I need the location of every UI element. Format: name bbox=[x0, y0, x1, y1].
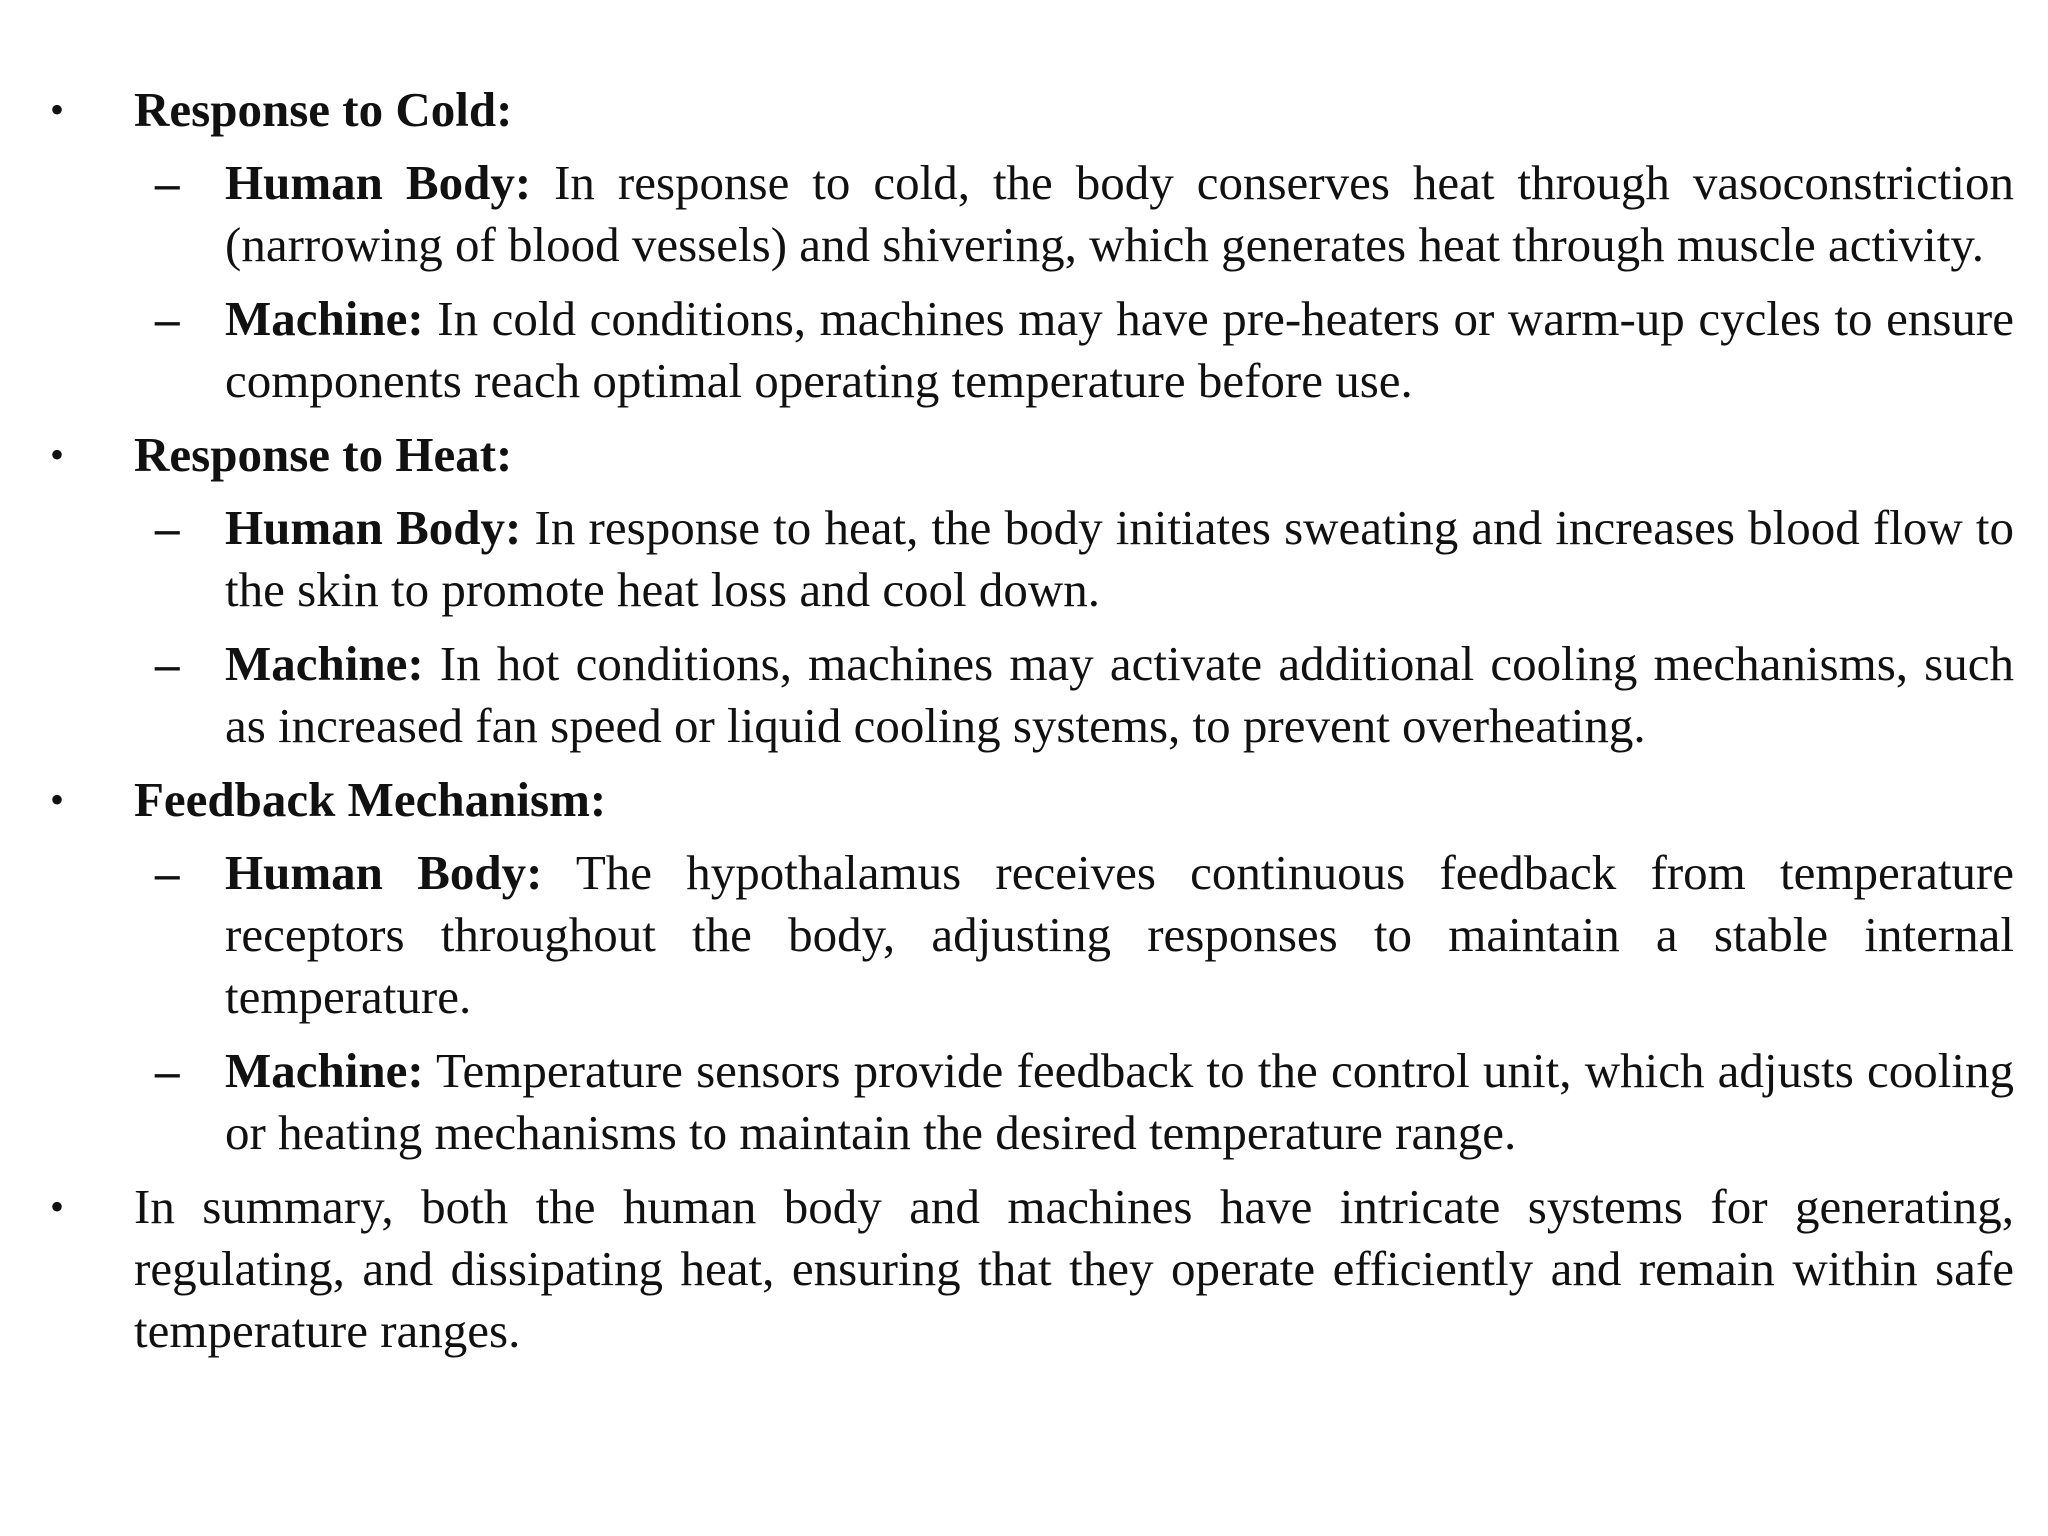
sub-bullet-label: Machine: bbox=[225, 1043, 424, 1098]
dash-marker: – bbox=[155, 155, 180, 210]
sub-bullet-label: Human Body: bbox=[225, 845, 543, 900]
bullet-summary bbox=[0, 1176, 2014, 1362]
sub-bullet-feedback-human-body bbox=[0, 842, 2014, 1028]
section-heading-cold: Response to Cold: bbox=[134, 82, 513, 137]
summary-text: In summary, both the human body and machines have intricate systems for generating, regulating, and dissipating heat, ensuring that they operate efficiently and remain within safe temperature ranges. bbox=[134, 1179, 2014, 1358]
sub-bullet-text: In response to heat, the body initiates sweating and increases blood flow to the skin to promote heat loss and cool down. bbox=[225, 500, 2015, 617]
section-heading-heat: Response to Heat: bbox=[134, 427, 513, 482]
sub-bullet-label: Machine: bbox=[225, 636, 424, 691]
sub-bullet-label: Human Body: bbox=[225, 155, 532, 210]
sub-bullet-text: In hot conditions, machines may activate additional cooling mechanisms, such as increased fan speed or liquid cooling systems, to prevent overheating. bbox=[225, 636, 2014, 753]
bullet-marker: • bbox=[50, 777, 65, 822]
dash-marker: – bbox=[155, 291, 180, 346]
bullet-response-to-heat bbox=[0, 424, 2014, 486]
sub-bullet-cold-machine bbox=[0, 288, 2014, 412]
dash-marker: – bbox=[155, 1043, 180, 1098]
sub-bullet-text: In response to cold, the body conserves heat through vasoconstriction (narrowing of blood vessels) and shivering, which generates heat through muscle activity. bbox=[225, 155, 2015, 272]
dash-marker: – bbox=[155, 845, 180, 900]
dash-marker: – bbox=[155, 636, 180, 691]
bullet-marker: • bbox=[50, 1184, 65, 1229]
dash-marker: – bbox=[155, 500, 180, 555]
bullet-feedback-mechanism bbox=[0, 769, 2014, 831]
sub-bullet-label: Human Body: bbox=[225, 500, 522, 555]
sub-bullet-heat-human-body bbox=[0, 497, 2014, 621]
bullet-response-to-cold bbox=[0, 79, 2014, 141]
sub-bullet-text: In cold conditions, machines may have pre-heaters or warm-up cycles to ensure components reach optimal operating temperature before use. bbox=[225, 291, 2014, 408]
sub-bullet-cold-human-body bbox=[0, 152, 2014, 276]
sub-bullet-label: Machine: bbox=[225, 291, 424, 346]
sub-bullet-heat-machine bbox=[0, 633, 2014, 757]
sub-bullet-feedback-machine bbox=[0, 1040, 2014, 1164]
bullet-marker: • bbox=[50, 87, 65, 132]
sub-bullet-text: The hypothalamus receives continuous feedback from temperature receptors throughout the body, adjusting responses to maintain a stable internal temperature. bbox=[225, 845, 2015, 1024]
sub-bullet-text: Temperature sensors provide feedback to the control unit, which adjusts cooling or heating mechanisms to maintain the desired temperature range. bbox=[225, 1043, 2014, 1160]
section-heading-feedback: Feedback Mechanism: bbox=[134, 772, 607, 827]
bullet-marker: • bbox=[50, 432, 65, 477]
bullet-list bbox=[0, 79, 2048, 1373]
